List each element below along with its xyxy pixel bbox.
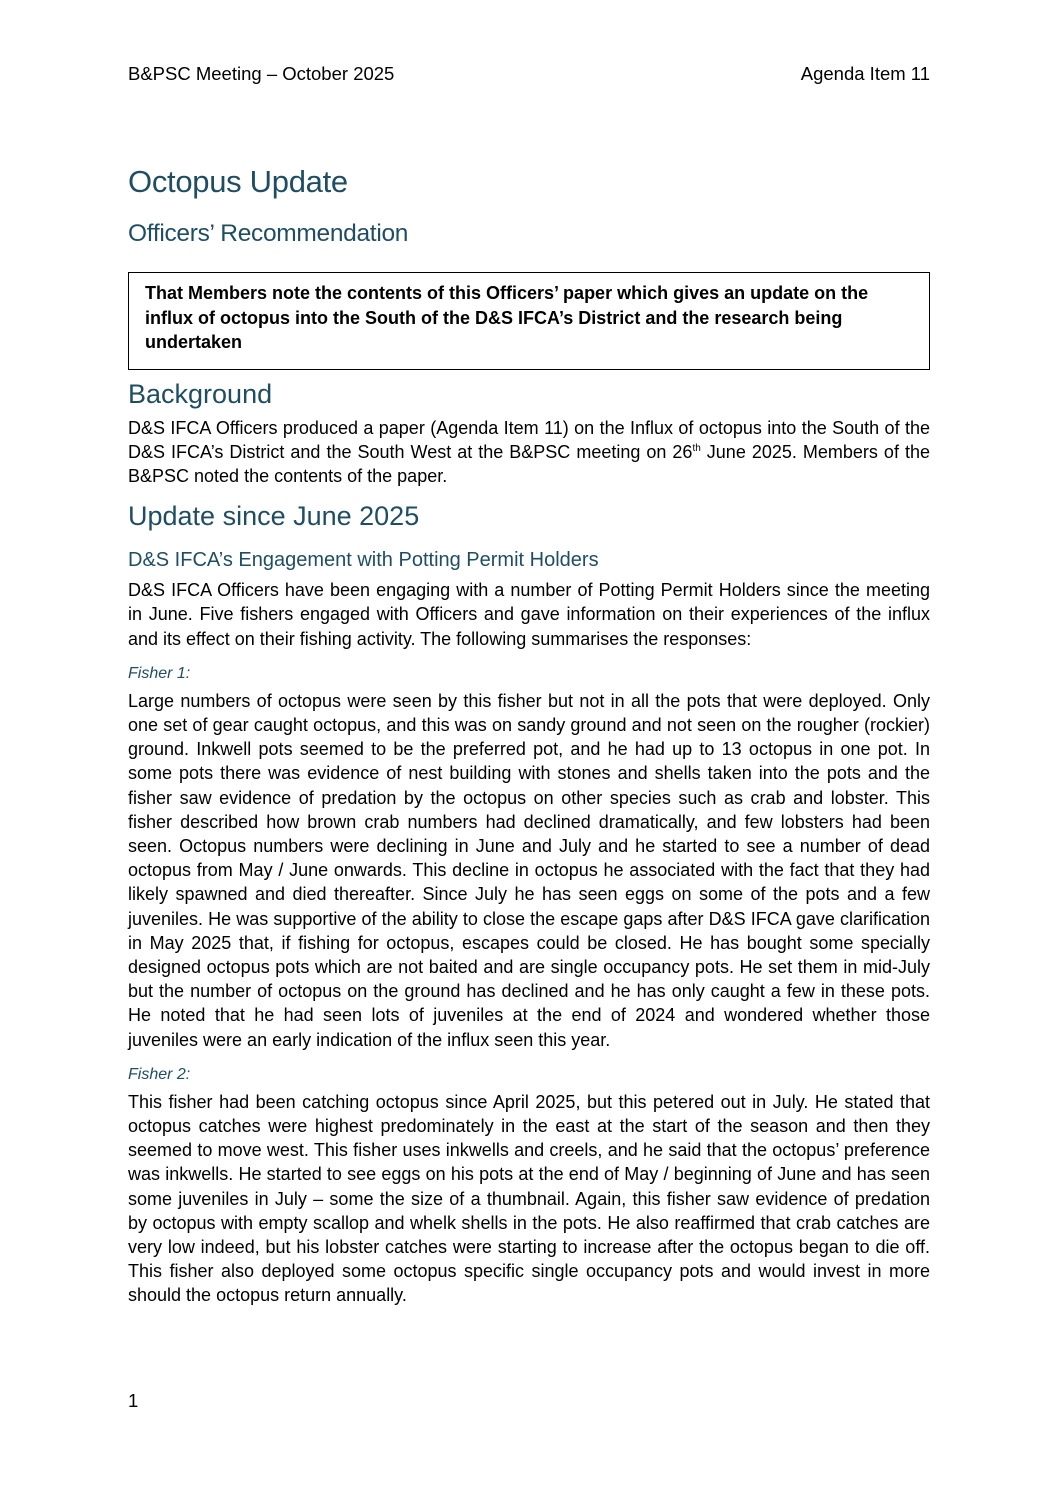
- page-header: [128, 62, 930, 86]
- update-heading: Update since June 2025: [128, 501, 420, 532]
- background-text-part2: June 2025. Members of the B&PSC noted the contents of the paper.: [128, 441, 930, 486]
- background-paragraph: [128, 416, 930, 489]
- fisher-2-label: Fisher 2:: [128, 1065, 191, 1083]
- engagement-heading: D&S IFCA’s Engagement with Potting Permit Holders: [128, 549, 599, 572]
- background-heading: Background: [128, 378, 273, 409]
- background-text-part1: D&S IFCA Officers produced a paper (Agenda Item 11) on the Influx of octopus into the South of the D&S IFCA’s District and the South West at the B&PSC meeting on 26: [128, 417, 930, 462]
- recommendation-heading: Officers’ Recommendation: [128, 220, 409, 247]
- recommendation-text: That Members note the contents of this Officers’ paper which gives an update on the influx of octopus into the South of the D&S IFCA’s District and the research being undertaken: [145, 283, 869, 352]
- header-agenda-item: Agenda Item 11: [800, 63, 930, 84]
- fisher-2-text: This fisher had been catching octopus since April 2025, but this petered out in July. He stated that octopus catches were highest predominately in the east at the start of the season and then they seemed to move west. This fisher uses inkwells and creels, and he said that the octopus’ preference was inkwells. He started to see eggs on his pots at the end of May / beginning of June and has seen some juveniles in July – some the size of a thumbnail. Again, this fisher saw evidence of predation by octopus with empty scallop and whelk shells in the pots. He also reaffirmed that crab catches are very low indeed, but his lobster catches were starting to increase after the octopus began to die off. This fisher also deployed some octopus specific single occupancy pots and would invest in more should the octopus return annually.: [128, 1091, 930, 1306]
- document-body: [128, 160, 930, 1308]
- page-title: Octopus Update: [128, 164, 348, 199]
- engagement-intro: D&S IFCA Officers have been engaging with a number of Potting Permit Holders since the meeting in June. Five fishers engaged with Officers and gave information on their experiences of the influx and its effect on their fishing activity. The following summarises the responses:: [128, 580, 930, 649]
- fisher-1-label: Fisher 1:: [128, 664, 191, 682]
- header-meeting: B&PSC Meeting – October 2025: [128, 63, 395, 84]
- ordinal-suffix: th: [692, 442, 701, 454]
- fisher-1-text: Large numbers of octopus were seen by this fisher but not in all the pots that were deployed. Only one set of gear caught octopus, and this was on sandy ground and not seen on the rougher (rockier) ground. Inkwell pots seemed to be the preferred pot, and he had up to 13 octopus in one pot. In some pots there was evidence of nest building with stones and shells taken into the pots and the fisher saw evidence of predation by the octopus on other species such as crab and lobster. This fisher described how brown crab numbers had declined dramatically, and few lobsters had been seen. Octopus numbers were declining in June and July and he started to see a number of dead octopus from May / June onwards. This decline in octopus he associated with the fact that they had likely spawned and died thereafter. Since July he has seen eggs on some of the pots and a few juveniles. He was supportive of the ability to close the escape gaps after D&S IFCA gave clarification in May 2025 that, if fishing for octopus, escapes could be closed. He has bought some specially designed octopus pots which are not baited and are single occupancy pots. He set them in mid-July but the number of octopus on the ground has declined and he has only caught a few in these pots. He noted that he had seen lots of juveniles at the end of 2024 and wondered whether those juveniles were an early indication of the influx seen this year.: [128, 690, 930, 1050]
- page-number: 1: [128, 1390, 139, 1411]
- recommendation-box: [128, 272, 930, 370]
